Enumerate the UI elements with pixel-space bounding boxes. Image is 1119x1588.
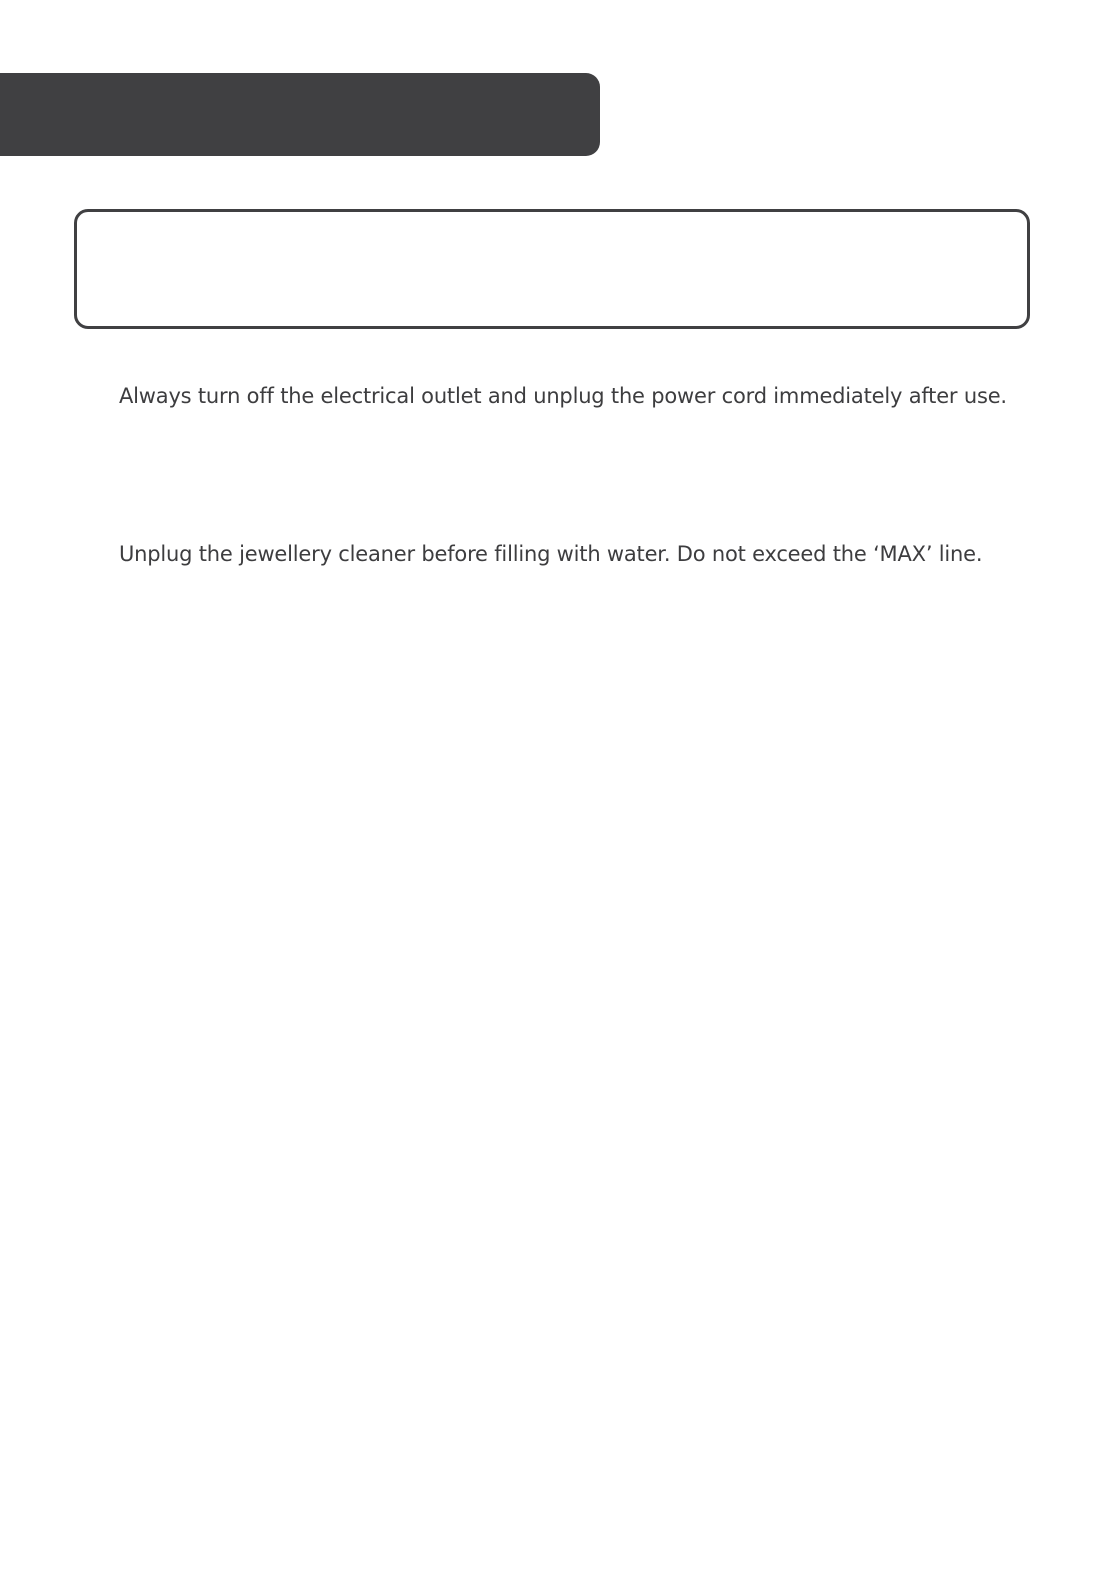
section-header-bar	[0, 73, 600, 156]
instruction-fill-water: Unplug the jewellery cleaner before filling with water. Do not exceed the ‘MAX’ line.	[119, 542, 983, 566]
notice-box	[74, 209, 1030, 329]
instruction-power-off: Always turn off the electrical outlet and unplug the power cord immediately after use.	[119, 384, 1007, 408]
